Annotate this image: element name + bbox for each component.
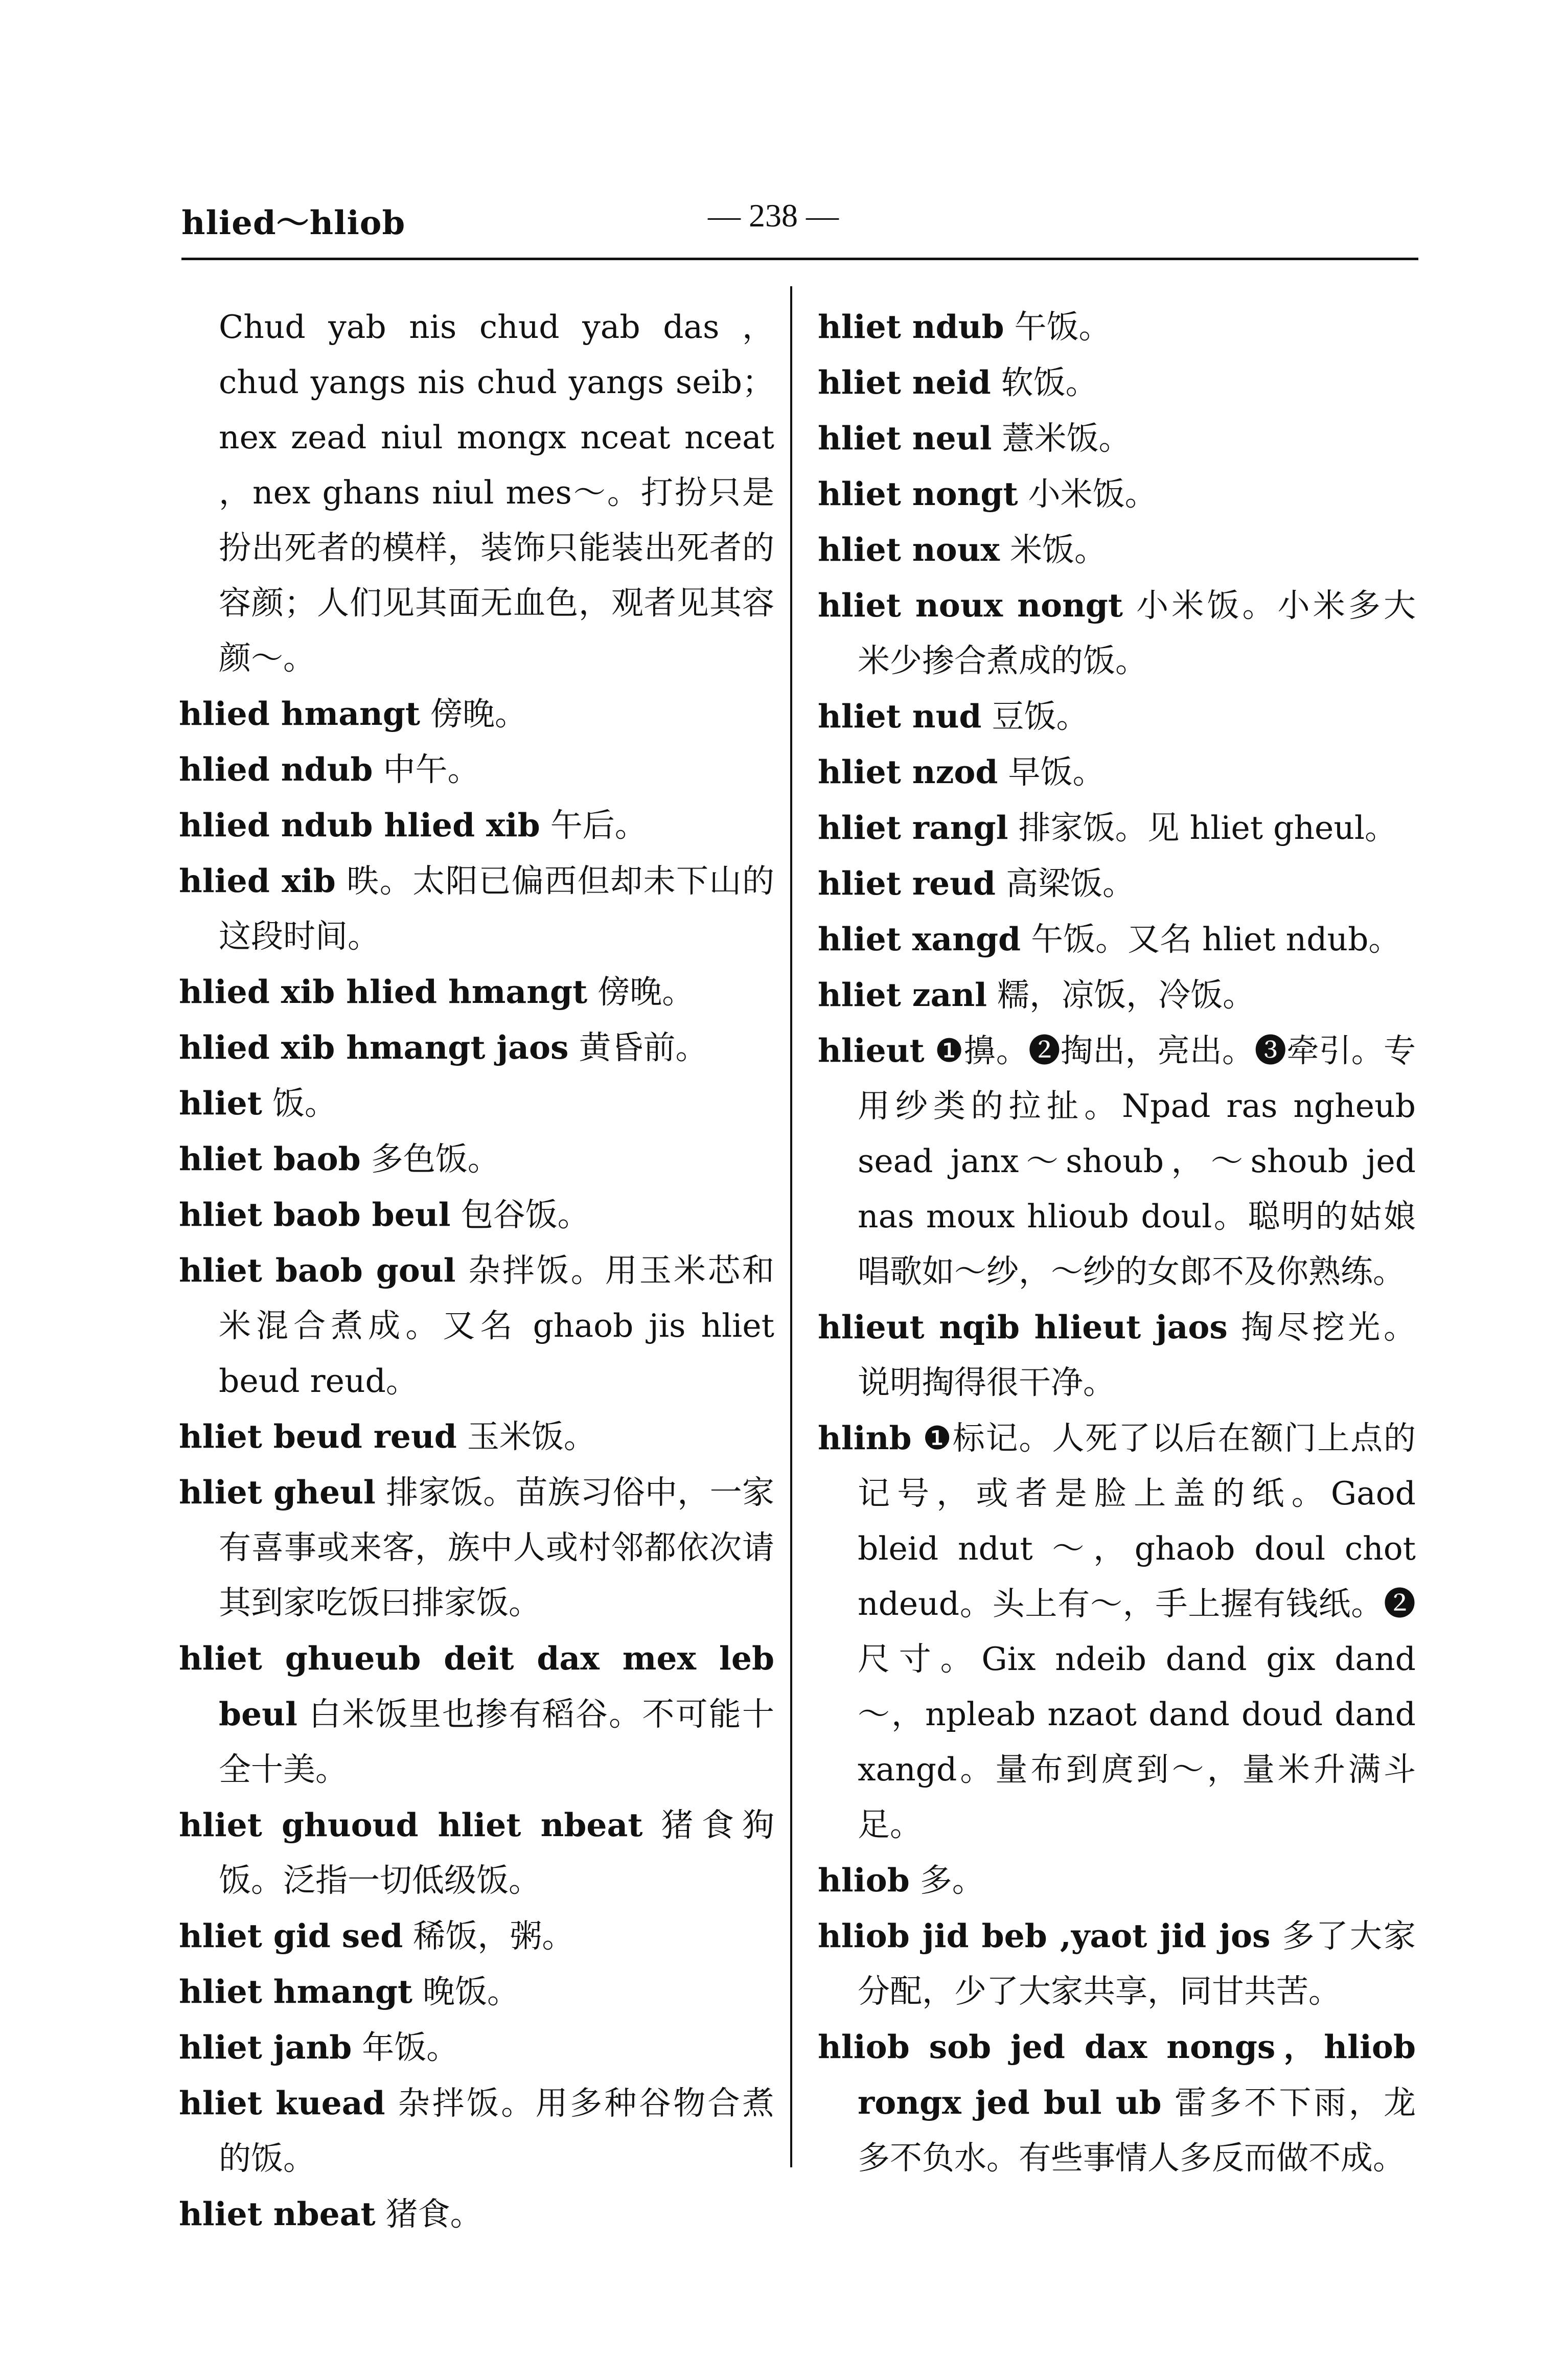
dictionary-entry <box>818 856 1416 911</box>
headword: hliet kuead <box>179 2084 385 2122</box>
definition: 多。 <box>909 1862 984 1899</box>
definition: 杂拌饭。用玉米芯和米混合煮成。又名 ghaob jis hliet beud reud。 <box>219 1252 774 1400</box>
headword: hlied hmangt <box>179 695 420 733</box>
dictionary-entry <box>179 2186 774 2242</box>
dictionary-entry <box>818 800 1416 856</box>
headword: hliet nongt <box>818 475 1018 513</box>
definition: 雷多不下雨，龙多不负水。有些事情人多反而做不成。 <box>858 2084 1416 2177</box>
dictionary-entry <box>179 1908 774 1964</box>
definition: 糯，凉饭，冷饭。 <box>987 976 1255 1014</box>
definition: ❶标记。人死了以后在额门上点的记号，或者是脸上盖的纸。Gaod bleid ndut ～，ghaob doul chot ndeud。头上有～，手上握有钱纸。❷尺寸。Gix ndeib dand gix dand～，npleab nzaot dand doud dand xangd。量布到庹到～，量米升满斗足。 <box>858 1420 1416 1843</box>
definition: 玉米饭。 <box>456 1418 596 1455</box>
dictionary-entry <box>818 1299 1416 1410</box>
dictionary-entry <box>179 1409 774 1464</box>
headword: hliob <box>818 1861 910 1899</box>
headword: hliet baob <box>179 1140 361 1178</box>
headword: hliet janb <box>179 2028 352 2066</box>
dictionary-entry <box>179 299 774 686</box>
headword: hliet ndub <box>818 308 1004 346</box>
header-word-range: hlied～hliob <box>181 204 406 242</box>
headword: hliet neul <box>818 419 992 457</box>
headword: hlied ndub hlied xib <box>179 806 540 844</box>
dictionary-entry <box>179 1131 774 1187</box>
dictionary-entry <box>818 578 1416 689</box>
headword: hliet ghueub deit dax mex leb beul <box>179 1639 774 1733</box>
headword: hliet noux nongt <box>818 586 1123 624</box>
header-rule <box>181 258 1418 260</box>
dictionary-entry <box>818 1023 1416 1299</box>
dictionary-entry <box>818 1852 1416 1908</box>
headword: hliet baob beul <box>179 1196 451 1233</box>
definition: 掏尽挖光。说明掏得很干净。 <box>858 1309 1416 1401</box>
dictionary-entry <box>818 1410 1416 1852</box>
definition: Chud yab nis chud yab das ，chud yangs nis chud yangs seib；nex zead niul mongx nceat nceat ，nex ghans niul mes～。打扮只是扮出死者的模样，装饰只能装出死者的容颜；人们见其面无血色，观者见其容颜～。 <box>219 308 774 677</box>
definition: 午后。 <box>540 807 647 844</box>
definition: 白米饭里也掺有稻谷。不可能十全十美。 <box>219 1696 774 1788</box>
definition: 傍晚。 <box>587 973 695 1011</box>
dictionary-entry <box>179 1631 774 1797</box>
headword: hliet neid <box>818 363 991 401</box>
dictionary-entry <box>179 686 774 742</box>
definition: 小米饭。 <box>1018 475 1157 513</box>
dictionary-entry <box>818 744 1416 800</box>
definition: 软饭。 <box>991 364 1098 401</box>
definition: 排家饭。见 hliet gheul。 <box>1008 809 1397 846</box>
definition: ❶擤。❷掏出，亮出。❸牵引。专用纱类的拉扯。Npad ras ngheub sead janx～shoub，～shoub jed nas moux hlioub doul。聪明的姑娘唱歌如～纱，～纱的女郎不及你熟练。 <box>858 1032 1416 1290</box>
headword: hliet hmangt <box>179 1973 413 2010</box>
definition: 昳。太阳已偏西但却未下山的这段时间。 <box>219 862 775 955</box>
headword: hlied xib <box>179 862 336 900</box>
left-column <box>179 299 774 2242</box>
headword: hlied xib hlied hmangt <box>179 973 588 1011</box>
dictionary-entry <box>818 299 1416 355</box>
headword: hliet zanl <box>818 976 987 1014</box>
page-number: — 238 — <box>708 197 839 234</box>
definition: 早饭。 <box>998 753 1105 791</box>
definition: 傍晚。 <box>420 695 527 733</box>
headword: hliet xangd <box>818 920 1021 958</box>
headword: hliob jid beb ,yaot jid jos <box>818 1917 1271 1955</box>
dictionary-entry <box>179 853 774 964</box>
dictionary-entry <box>818 466 1416 522</box>
dictionary-entry <box>179 1797 774 1908</box>
headword: hliet baob goul <box>179 1251 456 1289</box>
dictionary-entry <box>179 742 774 797</box>
headword: hlieut <box>818 1032 925 1069</box>
column-divider <box>790 286 792 2167</box>
definition: 多色饭。 <box>360 1140 500 1178</box>
definition: 稀饭，粥。 <box>403 1917 574 1955</box>
dictionary-entry <box>818 1908 1416 2019</box>
definition: 排家饭。苗族习俗中，一家有喜事或来客，族中人或村邻都依次请其到家吃饭曰排家饭。 <box>219 1474 774 1621</box>
headword: hliet nbeat <box>179 2195 376 2233</box>
definition: 包谷饭。 <box>450 1196 590 1233</box>
dictionary-entry <box>818 410 1416 466</box>
definition: 豆饭。 <box>981 698 1089 735</box>
headword: hliet beud reud <box>179 1417 457 1455</box>
headword: hliet rangl <box>818 809 1008 846</box>
right-column <box>818 299 1416 2186</box>
headword: hlieut nqib hlieut jaos <box>818 1308 1228 1346</box>
headword: hliet noux <box>818 531 1000 568</box>
dictionary-entry <box>179 2075 774 2186</box>
definition: 年饭。 <box>352 2029 459 2066</box>
definition: 午饭。 <box>1004 308 1111 346</box>
definition: 薏米饭。 <box>992 420 1131 457</box>
definition: 饭。 <box>262 1085 337 1122</box>
headword: hliet <box>179 1084 262 1122</box>
dictionary-entry <box>179 1187 774 1243</box>
dictionary-entry <box>179 1243 774 1409</box>
headword: hliet reud <box>818 864 996 902</box>
dictionary-entry <box>818 522 1416 578</box>
definition: 杂拌饭。用多种谷物合煮的饭。 <box>219 2085 774 2177</box>
definition: 中午。 <box>373 751 480 788</box>
dictionary-entry <box>818 689 1416 744</box>
headword: hliet gheul <box>179 1473 376 1511</box>
definition: 晚饭。 <box>412 1973 520 2010</box>
definition: 午饭。又名 hliet ndub。 <box>1021 921 1401 958</box>
headword: hlinb <box>818 1419 912 1457</box>
dictionary-entry <box>179 1464 774 1631</box>
headword: hliet nzod <box>818 753 998 791</box>
dictionary-entry <box>179 1964 774 2020</box>
dictionary-entry <box>818 2019 1416 2186</box>
dictionary-entry <box>818 911 1416 967</box>
dictionary-entry <box>179 1075 774 1131</box>
dictionary-entry <box>179 964 774 1020</box>
dictionary-entry <box>179 1020 774 1075</box>
headword: hliet nud <box>818 697 982 735</box>
definition: 猪食狗饭。泛指一切低级饭。 <box>219 1806 774 1899</box>
definition: 高梁饭。 <box>995 865 1135 902</box>
headword: hlied ndub <box>179 750 373 788</box>
definition: 多了大家分配，少了大家共享，同甘共苦。 <box>858 1917 1416 2010</box>
dictionary-entry <box>818 967 1416 1023</box>
definition: 黄昏前。 <box>568 1029 708 1066</box>
dictionary-entry <box>818 355 1416 410</box>
definition: 猪食。 <box>375 2195 482 2233</box>
headword: hliob sob jed dax nongs，hliob rongx jed bul ub <box>818 2028 1416 2121</box>
headword: hliet gid sed <box>179 1917 403 1955</box>
headword: hliet ghuoud hliet nbeat <box>179 1806 643 1844</box>
dictionary-entry <box>179 2020 774 2075</box>
headword: hlied xib hmangt jaos <box>179 1028 569 1066</box>
dictionary-entry <box>179 797 774 853</box>
definition: 小米饭。小米多大米少掺合煮成的饭。 <box>858 587 1416 679</box>
definition: 米饭。 <box>999 531 1107 568</box>
